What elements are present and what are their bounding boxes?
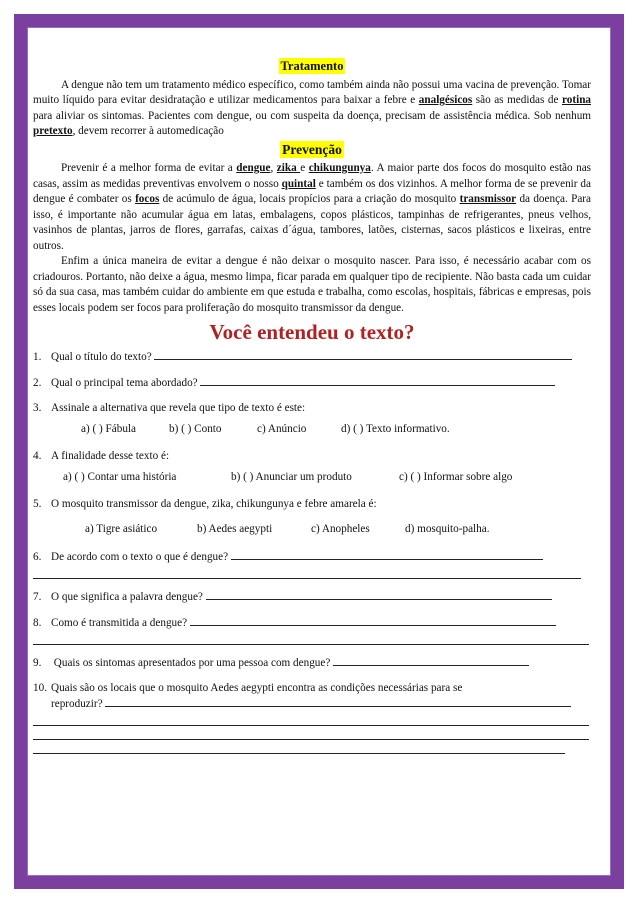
keyword-transmissor: transmissor <box>459 193 517 205</box>
text-run: A dengue não tem um tratamento médico específico, como também ainda não possui uma vacina de prevenção. Tomar muito líquido para evitar desidratação e utilizar medicamentos para baixar a febre e <box>33 78 591 106</box>
question-10-line-2 <box>33 696 591 712</box>
question-8 <box>33 615 591 645</box>
answer-line[interactable] <box>33 740 565 754</box>
question-number: 2. <box>33 377 42 389</box>
question-number: 10. <box>33 682 47 694</box>
option-c[interactable]: c) ( ) Informar sobre algo <box>399 471 513 483</box>
text-run: são as medidas de <box>472 94 562 106</box>
question-5-options <box>33 522 591 537</box>
prevencao-paragraph-1 <box>33 161 591 254</box>
question-7 <box>33 589 591 605</box>
text-run: de acúmulo de água, locais propícios para a criação do mosquito <box>159 193 460 205</box>
keyword-pretexto: pretexto <box>33 125 73 137</box>
question-number: 3. <box>33 402 42 414</box>
text-run: , <box>270 162 277 174</box>
option-a[interactable]: a) ( ) Contar uma história <box>63 471 177 483</box>
question-text: Qual o título do texto? <box>51 351 152 363</box>
answer-line[interactable] <box>231 549 543 560</box>
prevencao-heading-wrap <box>33 140 591 160</box>
question-5 <box>33 497 591 512</box>
tratamento-heading-wrap <box>33 58 591 76</box>
tratamento-title: Tratamento <box>280 59 344 73</box>
question-3 <box>33 401 591 416</box>
tratamento-paragraph <box>33 78 591 140</box>
answer-line[interactable] <box>190 615 556 626</box>
text-run: da doença. Para isso, é importante não acumular água em latas, embalagens, copos plásticos, tampinhas de refrigerantes, pneus velhos, vasinhos de plantas, jarros de flores, garrafas, caixas d´água, tambores, latões, cisternas, sacos plásticos e lixeiras, entre outros. <box>33 193 591 252</box>
question-10 <box>33 681 591 754</box>
answer-line[interactable] <box>33 565 581 579</box>
text-run: para aliviar os sintomas. Pacientes com dengue, ou com suspeita da doença, precisam de assistência médica. Sob nenhum <box>33 109 591 122</box>
text-run: Prevenir é a melhor forma de evitar a <box>61 162 237 174</box>
answer-line[interactable] <box>200 375 555 386</box>
question-text: Como é transmitida a dengue? <box>51 617 188 629</box>
question-text: Quais são os locais que o mosquito Aedes aegypti encontra as condições necessárias para se <box>51 682 463 694</box>
question-number: 5. <box>33 498 42 510</box>
answer-line[interactable] <box>33 631 589 645</box>
quiz-title: Você entendeu o texto? <box>209 320 415 344</box>
answer-line[interactable] <box>154 349 572 360</box>
option-c[interactable]: c) Anúncio <box>257 423 307 435</box>
option-b[interactable]: b) ( ) Conto <box>169 423 222 435</box>
text-run: , devem recorrer à automedicação <box>72 125 224 137</box>
question-3-options <box>33 422 591 437</box>
question-text: O que significa a palavra dengue? <box>51 591 203 603</box>
text-run: e também os dos vizinhos. A melhor forma de se prevenir da dengue é combater os <box>33 177 591 205</box>
question-2 <box>33 375 591 391</box>
question-text: Quais os sintomas apresentados por uma pessoa com dengue? <box>53 657 331 669</box>
question-1 <box>33 349 591 365</box>
question-number: 1. <box>33 351 42 363</box>
question-text: A finalidade desse texto é: <box>51 450 170 462</box>
option-d[interactable]: d) mosquito-palha. <box>405 523 490 535</box>
question-number: 7. <box>33 591 42 603</box>
keyword-zika: zika <box>276 162 301 174</box>
option-a[interactable]: a) ( ) Fábula <box>81 423 136 435</box>
question-10-line-1 <box>33 681 591 696</box>
option-b[interactable]: b) ( ) Anunciar um produto <box>231 471 352 483</box>
question-number: 4. <box>33 450 42 462</box>
question-text: O mosquito transmissor da dengue, zika, chikungunya e febre amarela é: <box>51 498 377 510</box>
keyword-chikungunya: chikungunya <box>308 162 371 174</box>
question-number: 8. <box>33 617 42 629</box>
keyword-quintal: quintal <box>281 177 316 190</box>
question-number: 9. <box>33 657 42 669</box>
question-9 <box>33 655 591 671</box>
question-text: Qual o principal tema abordado? <box>51 377 198 389</box>
question-6 <box>33 549 591 579</box>
answer-line[interactable] <box>333 655 529 666</box>
option-c[interactable]: c) Anopheles <box>311 523 370 535</box>
answer-line[interactable] <box>33 726 589 740</box>
prevencao-paragraph-2: Enfim a única maneira de evitar a dengue é não deixar o mosquito nascer. Para isso, é necessário acabar com os criadouros. Portanto, não deixe a água, mesmo limpa, ficar parada em qualquer tipo de recipiente. Não basta cada um cuidar só da sua casa, mas também cuidar do ambiente em que estuda e trabalha, como escolas, hospitais, fábricas e empresas, pois esses locais podem ser focos para proliferação do mosquito transmissor da dengue. <box>33 255 591 314</box>
keyword-dengue: dengue <box>236 162 271 174</box>
question-4-options <box>33 470 591 485</box>
text-run: . A maior parte dos focos do mosquito estão nas casas, assim as medidas preventivas envolvem o nosso <box>33 162 592 190</box>
answer-line[interactable] <box>105 696 571 707</box>
question-text: reproduzir? <box>51 698 103 710</box>
text-run: e <box>300 162 309 174</box>
keyword-rotina: rotina <box>562 94 592 106</box>
answer-line[interactable] <box>206 589 552 600</box>
question-text: Assinale a alternativa que revela que tipo de texto é este: <box>51 402 306 414</box>
prevencao-title: Prevenção <box>282 141 342 157</box>
question-4 <box>33 449 591 464</box>
option-d[interactable]: d) ( ) Texto informativo. <box>341 423 450 435</box>
option-a[interactable]: a) Tigre asiático <box>85 523 158 535</box>
option-b[interactable]: b) Aedes aegypti <box>197 523 273 535</box>
question-number: 6. <box>33 551 42 563</box>
answer-line[interactable] <box>33 712 589 726</box>
worksheet <box>33 58 591 754</box>
question-text: De acordo com o texto o que é dengue? <box>51 551 229 563</box>
keyword-focos: focos <box>135 193 160 205</box>
keyword-analgesicos: analgésicos <box>418 94 473 106</box>
